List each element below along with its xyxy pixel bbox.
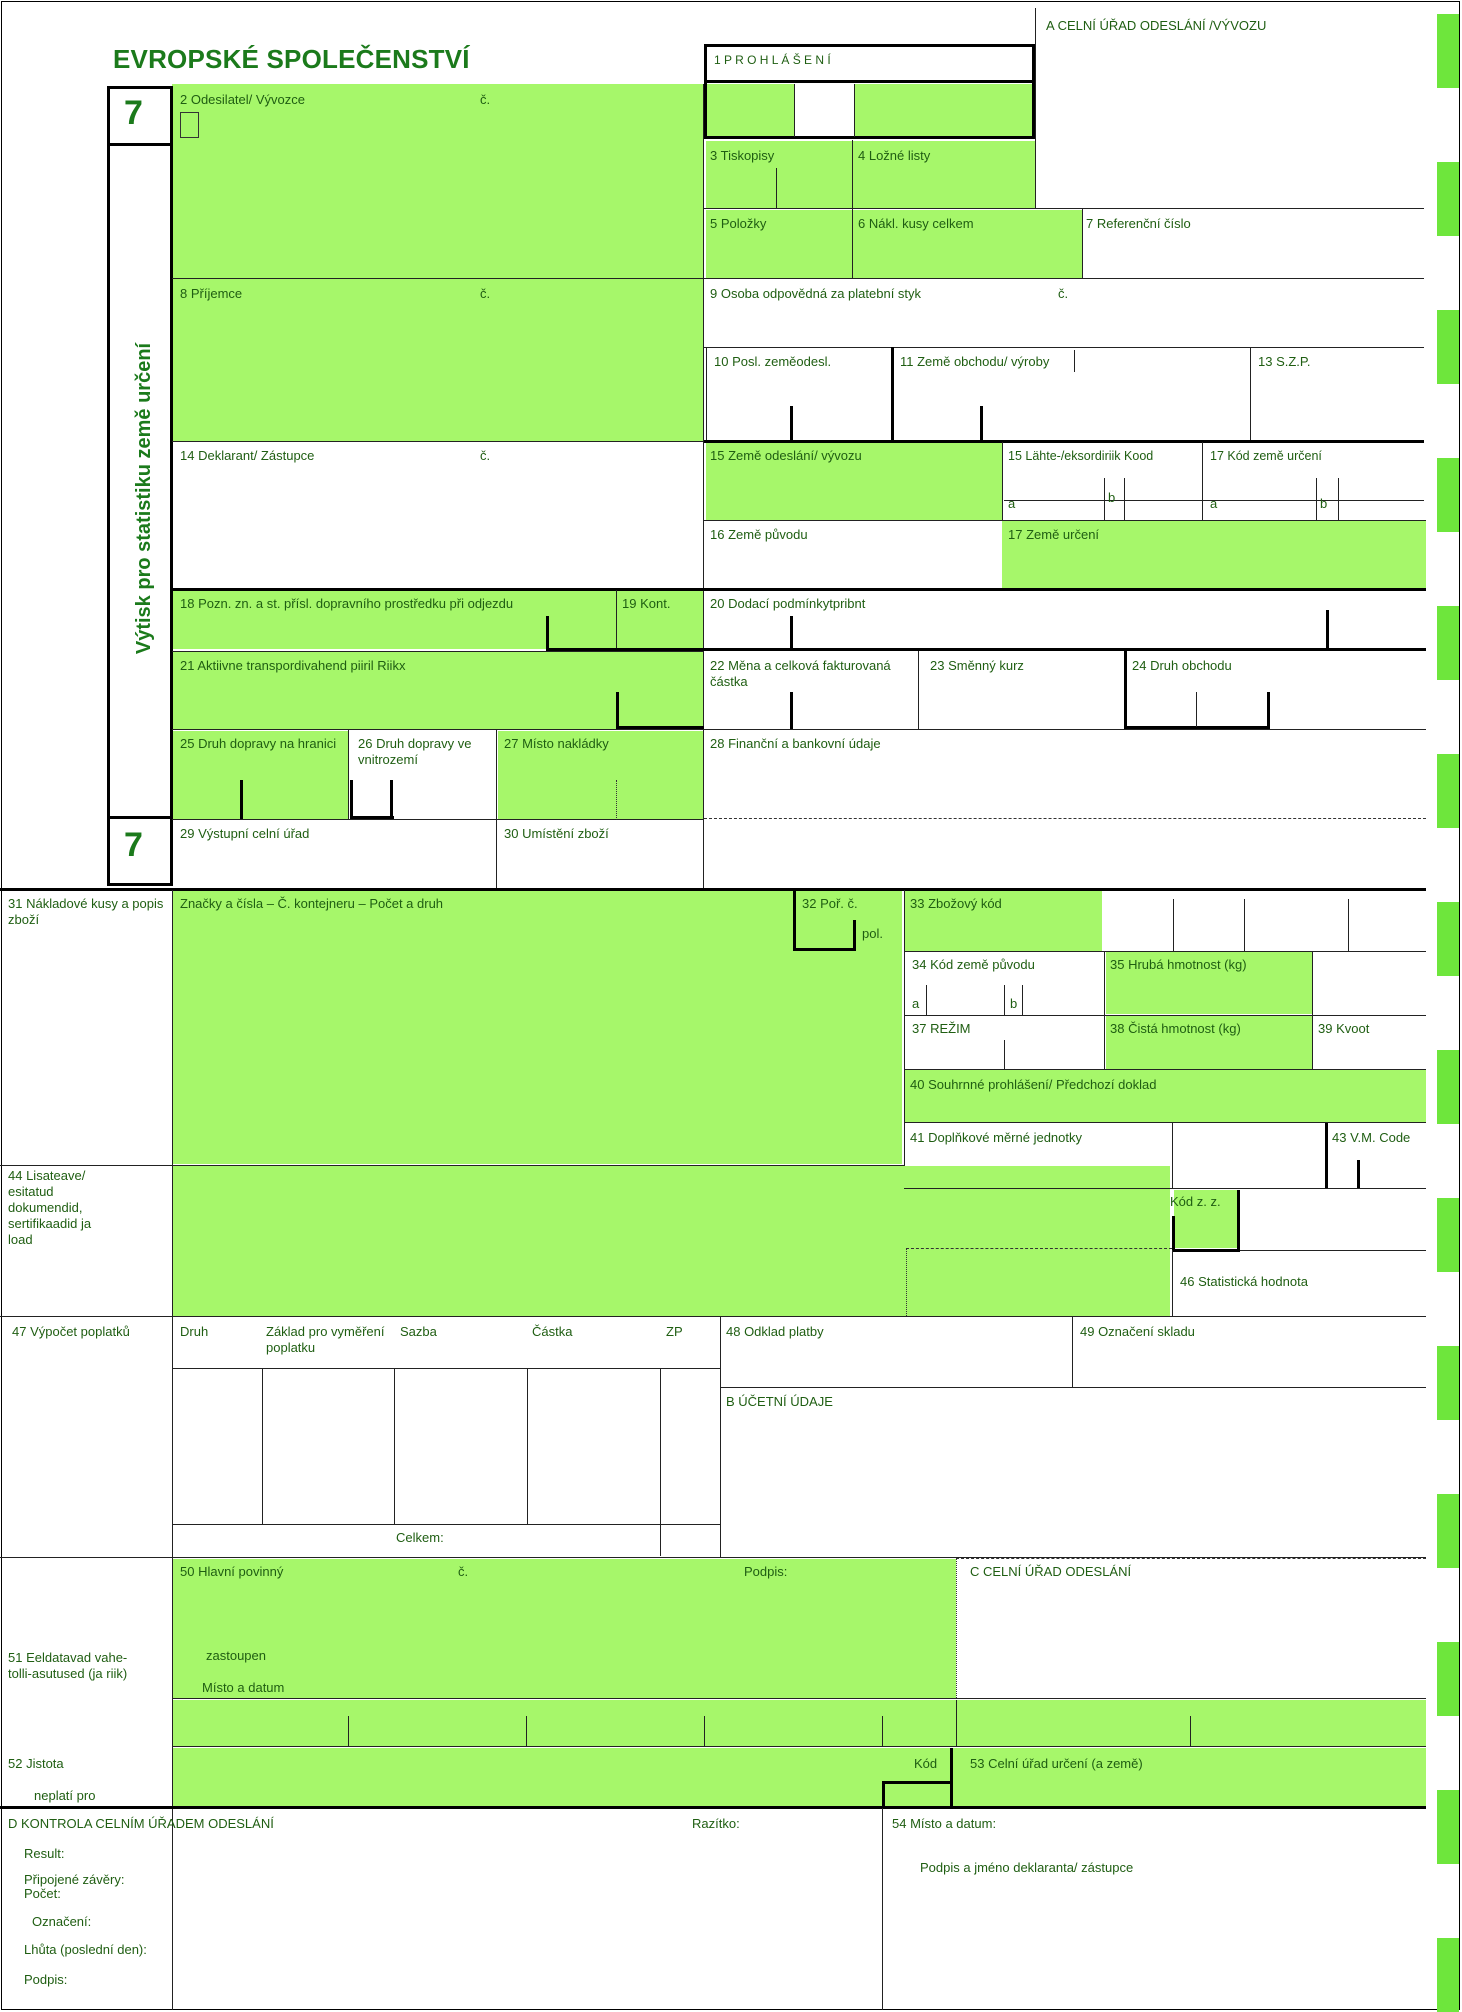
divider <box>527 1368 528 1524</box>
box-5-label: 5 Položky <box>710 216 767 231</box>
divider <box>853 920 856 951</box>
box-15-label: 15 Země odeslání/ vývozu <box>710 448 862 463</box>
divider <box>891 347 894 442</box>
box-25-label: 25 Druh dopravy na hranici <box>180 736 337 751</box>
box-50-misto: Místo a datum <box>202 1680 285 1695</box>
divider <box>720 1317 721 1557</box>
divider <box>1250 347 1251 441</box>
box-d-pocet: Počet: <box>24 1886 61 1901</box>
box-34-a: a <box>912 996 920 1011</box>
divider <box>793 948 853 951</box>
divider <box>854 84 855 137</box>
divider <box>172 819 704 820</box>
edge-tab <box>1437 1198 1459 1272</box>
box-39-label: 39 Kvoot <box>1318 1021 1370 1036</box>
box-7-label: 7 Referenční číslo <box>1086 216 1191 231</box>
box-14-label: 14 Deklarant/ Zástupce <box>180 448 315 463</box>
divider <box>107 143 173 146</box>
box-47-celkem: Celkem: <box>396 1530 444 1545</box>
divider <box>172 729 1426 730</box>
box-8-label: 8 Příjemce <box>180 286 243 301</box>
box-2-field[interactable] <box>172 84 704 278</box>
divider <box>793 891 796 951</box>
box-37-label: 37 REŽIM <box>912 1021 971 1036</box>
box-19-label: 19 Kont. <box>622 596 671 611</box>
box-54-podpis: Podpis a jméno deklaranta/ zástupce <box>920 1860 1134 1875</box>
box-51-field[interactable] <box>172 1700 1426 1747</box>
divider <box>526 1716 527 1746</box>
divider <box>262 1368 263 1524</box>
divider <box>704 80 1035 83</box>
divider <box>882 1781 885 1807</box>
divider <box>1004 1040 1005 1069</box>
box-20-label: 20 Dodací podmínkytpribnt <box>710 596 866 611</box>
box-50-podpis: Podpis: <box>744 1564 788 1579</box>
box-32-label: 32 Poř. č. <box>802 896 858 911</box>
divider <box>1072 1317 1073 1387</box>
divider <box>172 1698 1426 1699</box>
divider <box>1312 951 1313 1069</box>
box-52-kod: Kód <box>914 1756 938 1771</box>
divider <box>172 890 173 2010</box>
box-24-label: 24 Druh obchodu <box>1132 658 1232 673</box>
box-46-label: 46 Statistická hodnota <box>1180 1274 1308 1289</box>
divider <box>882 1781 952 1784</box>
box-26-label: 26 Druh dopravy ve vnitrozemí <box>358 736 472 767</box>
box-c-label: C CELNÍ ÚŘAD ODESLÁNÍ <box>970 1564 1132 1579</box>
divider <box>172 441 704 442</box>
divider <box>172 1368 720 1369</box>
box-d-label: D KONTROLA CELNÍM ÚŘADEM ODESLÁNÍ <box>8 1816 274 1831</box>
box-29-label: 29 Výstupní celní úřad <box>180 826 310 841</box>
divider <box>776 168 777 208</box>
divider <box>172 588 1426 591</box>
box-17-label: 17 Země určení <box>1008 527 1100 542</box>
divider <box>1173 899 1174 951</box>
divider <box>852 140 853 278</box>
box-1-label: 1 P R O H L Á Š E N Í <box>714 53 831 67</box>
divider <box>172 278 1424 279</box>
divider <box>703 84 704 890</box>
divider <box>348 1716 349 1746</box>
box-2-no: č. <box>480 92 491 107</box>
box-21-label: 21 Aktiivne transpordivahend piiril Riikx <box>180 658 406 673</box>
edge-tab <box>1437 14 1459 88</box>
box-22-label: 22 Měna a celková fakturovaná částka <box>710 658 891 689</box>
edge-tab <box>1437 754 1459 828</box>
divider <box>704 520 1426 521</box>
divider <box>616 692 619 729</box>
divider <box>1172 1216 1175 1252</box>
divider <box>1022 985 1023 1015</box>
box-17-b: b <box>1320 496 1328 511</box>
divider <box>1124 478 1125 520</box>
box-23-label: 23 Směnný kurz <box>930 658 1024 673</box>
edge-tab <box>1437 458 1459 532</box>
divider <box>1104 951 1105 1069</box>
box-53-label: 53 Celní úřad určení (a země) <box>970 1756 1143 1771</box>
divider <box>1104 478 1105 520</box>
divider <box>1074 350 1075 372</box>
box-16-label: 16 Země původu <box>710 527 808 542</box>
divider <box>704 1716 705 1746</box>
divider <box>348 730 349 820</box>
edge-tab <box>1437 1938 1459 2012</box>
divider <box>906 1248 907 1316</box>
box-a-label: A CELNÍ ÚŘAD ODESLÁNÍ /VÝVOZU <box>1046 18 1267 33</box>
box-10-label: 10 Posl. zeměodesl. <box>714 354 832 369</box>
box-40-label: 40 Souhrnné prohlášení/ Předchozí doklad <box>910 1077 1157 1092</box>
edge-tab <box>1437 1790 1459 1864</box>
divider <box>1240 1250 1426 1251</box>
box-9-no: č. <box>1058 286 1069 301</box>
box-31-sub: Značky a čísla – Č. kontejneru – Počet a druh <box>180 896 444 911</box>
divider <box>904 1015 1426 1016</box>
edge-tab <box>1437 606 1459 680</box>
box-15-a: a <box>1008 496 1016 511</box>
divider <box>904 890 905 1166</box>
divider <box>1326 610 1329 650</box>
divider <box>1237 1190 1240 1252</box>
divider <box>240 780 243 820</box>
box-9-label: 9 Osoba odpovědná za platební styk <box>710 286 922 301</box>
divider <box>0 1316 1426 1317</box>
box-47-zaklad: Základ pro vyměření poplatku <box>266 1324 385 1355</box>
box-50-no: č. <box>458 1564 469 1579</box>
divider <box>1004 985 1005 1015</box>
edge-tab <box>1437 162 1459 236</box>
box-47-castka: Částka <box>532 1324 573 1339</box>
box-2-label: 2 Odesilatel/ Vývozce <box>180 92 306 107</box>
divider <box>704 818 1426 819</box>
box-44-kod: Kód z. z. <box>1170 1194 1221 1209</box>
divider <box>790 406 793 442</box>
divider <box>0 1806 1426 1809</box>
divider <box>1035 8 1036 208</box>
box-11-label: 11 Země obchodu/ výroby <box>900 354 1050 369</box>
box-17-code-label: 17 Kód země určení <box>1210 449 1322 463</box>
divider <box>394 1368 395 1524</box>
divider <box>660 1368 661 1556</box>
box-d-zavery: Připojené závěry: <box>24 1872 125 1887</box>
box-d-oznaceni: Označení: <box>32 1914 92 1929</box>
divider <box>704 440 1424 443</box>
divider <box>980 406 983 442</box>
divider <box>1348 899 1349 951</box>
form-title: EVROPSKÉ SPOLEČENSTVÍ <box>113 44 470 74</box>
divider <box>1338 478 1339 520</box>
box-48-label: 48 Odklad platby <box>726 1324 824 1339</box>
box-14-no: č. <box>480 448 491 463</box>
box-35-label: 35 Hrubá hmotnost (kg) <box>1110 957 1247 972</box>
box-50-label: 50 Hlavní povinný <box>180 1564 284 1579</box>
divider <box>616 590 617 650</box>
box-52-53-field[interactable] <box>172 1748 1426 1806</box>
divider <box>720 1387 1426 1388</box>
box-17-a: a <box>1210 496 1218 511</box>
divider <box>0 888 1426 891</box>
box-d-razitko: Razítko: <box>692 1816 740 1831</box>
divider <box>1002 442 1003 520</box>
box-15-b: b <box>1108 490 1116 505</box>
divider <box>956 1700 957 1746</box>
divider <box>616 780 617 818</box>
divider <box>904 951 1426 952</box>
box-27-label: 27 Místo nakládky <box>504 736 609 751</box>
box-2-checkbox[interactable] <box>180 112 199 138</box>
box-32-pol: pol. <box>862 926 883 941</box>
divider <box>790 692 793 729</box>
box-33-label: 33 Zbožový kód <box>910 896 1002 911</box>
divider <box>790 616 793 651</box>
divider <box>906 1248 1172 1249</box>
divider <box>882 1716 883 1746</box>
divider <box>390 780 393 819</box>
divider <box>706 347 707 441</box>
box-41-label: 41 Doplňkové měrné jednotky <box>910 1130 1082 1145</box>
divider <box>546 616 549 651</box>
divider <box>1172 1123 1173 1189</box>
box-15-code-label: 15 Lähte-/eksordiriik Kood <box>1008 449 1154 463</box>
box-30-label: 30 Umístění zboží <box>504 826 609 841</box>
box-d-lhuta: Lhůta (poslední den): <box>24 1942 147 1957</box>
box-d-result: Result: <box>24 1846 65 1861</box>
edge-tab <box>1437 1642 1459 1716</box>
divider <box>0 1165 904 1166</box>
edge-tab <box>1437 902 1459 976</box>
box-47-zp: ZP <box>666 1324 683 1339</box>
divider <box>926 985 927 1015</box>
divider <box>1357 1160 1360 1189</box>
divider <box>1325 1123 1328 1189</box>
side-label: Výtisk pro statistiku země určení <box>133 342 156 654</box>
box-50-field[interactable] <box>172 1559 956 1699</box>
box-47-sazba: Sazba <box>400 1324 437 1339</box>
divider <box>904 1069 1426 1070</box>
box-38-label: 38 Čistá hmotnost (kg) <box>1110 1021 1241 1036</box>
divider <box>704 208 1424 209</box>
divider <box>350 780 353 820</box>
divider <box>956 1558 957 1698</box>
box-49-label: 49 Označení skladu <box>1080 1324 1195 1339</box>
divider <box>1172 1249 1240 1252</box>
edge-tab <box>1437 1050 1459 1124</box>
box-18-label: 18 Pozn. zn. a st. přísl. dopravního prostředku při odjezdu <box>180 596 514 611</box>
divider <box>1124 651 1127 729</box>
divider <box>1316 478 1317 520</box>
divider <box>794 84 795 137</box>
divider <box>882 1808 883 2010</box>
box-8-field[interactable] <box>172 279 704 441</box>
divider <box>1190 1716 1191 1746</box>
box-13-label: 13 S.Z.P. <box>1258 354 1311 369</box>
edge-tab <box>1437 1494 1459 1568</box>
box-28-label: 28 Finanční a bankovní údaje <box>710 736 881 751</box>
box-52-label: 52 Jistota <box>8 1756 64 1771</box>
divider <box>956 1558 1426 1559</box>
box-43-label: 43 V.M. Code <box>1332 1130 1411 1145</box>
divider <box>704 347 1424 348</box>
copy-number-top: 7 <box>124 94 143 132</box>
divider <box>496 730 497 890</box>
box-d-podpis: Podpis: <box>24 1972 68 1987</box>
edge-tab <box>1437 1346 1459 1420</box>
box-47-druh: Druh <box>180 1324 209 1339</box>
box-4-label: 4 Ložné listy <box>858 148 931 163</box>
box-6-label: 6 Nákl. kusy celkem <box>858 216 974 231</box>
divider <box>1244 899 1245 951</box>
edge-tab <box>1437 310 1459 384</box>
box-8-no: č. <box>480 286 491 301</box>
divider <box>904 1188 1426 1189</box>
box-3-label: 3 Tiskopisy <box>710 148 775 163</box>
divider <box>1202 442 1203 520</box>
box-31-label: 31 Nákladové kusy a popis zboží <box>8 896 164 927</box>
divider <box>1172 1250 1173 1316</box>
divider <box>1082 208 1083 278</box>
divider <box>1267 692 1270 729</box>
box-34-b: b <box>1010 996 1018 1011</box>
box-51-label: 51 Eeldatavad vahe- tolli-asutused (ja riik) <box>8 1650 128 1681</box>
divider <box>1196 692 1197 727</box>
box-50-zastoupen: zastoupen <box>206 1648 266 1663</box>
divider <box>172 1746 1426 1747</box>
divider <box>704 648 1426 651</box>
box-34-label: 34 Kód země původu <box>912 957 1035 972</box>
divider <box>172 1524 720 1525</box>
divider <box>904 1122 1426 1123</box>
box-44-label: 44 Lisateave/ esitatud dokumendid, sertifikaadid ja load <box>8 1168 92 1247</box>
box-45-field[interactable] <box>172 1256 906 1316</box>
box-54-label: 54 Místo a datum: <box>892 1816 997 1831</box>
box-52-neplati: neplatí pro <box>34 1788 96 1803</box>
divider <box>172 651 704 652</box>
box-47-label: 47 Výpočet poplatků <box>12 1324 130 1339</box>
copy-number-bottom: 7 <box>124 826 143 864</box>
divider <box>950 1748 953 1806</box>
box-b-label: B ÚČETNÍ ÚDAJE <box>726 1394 833 1409</box>
